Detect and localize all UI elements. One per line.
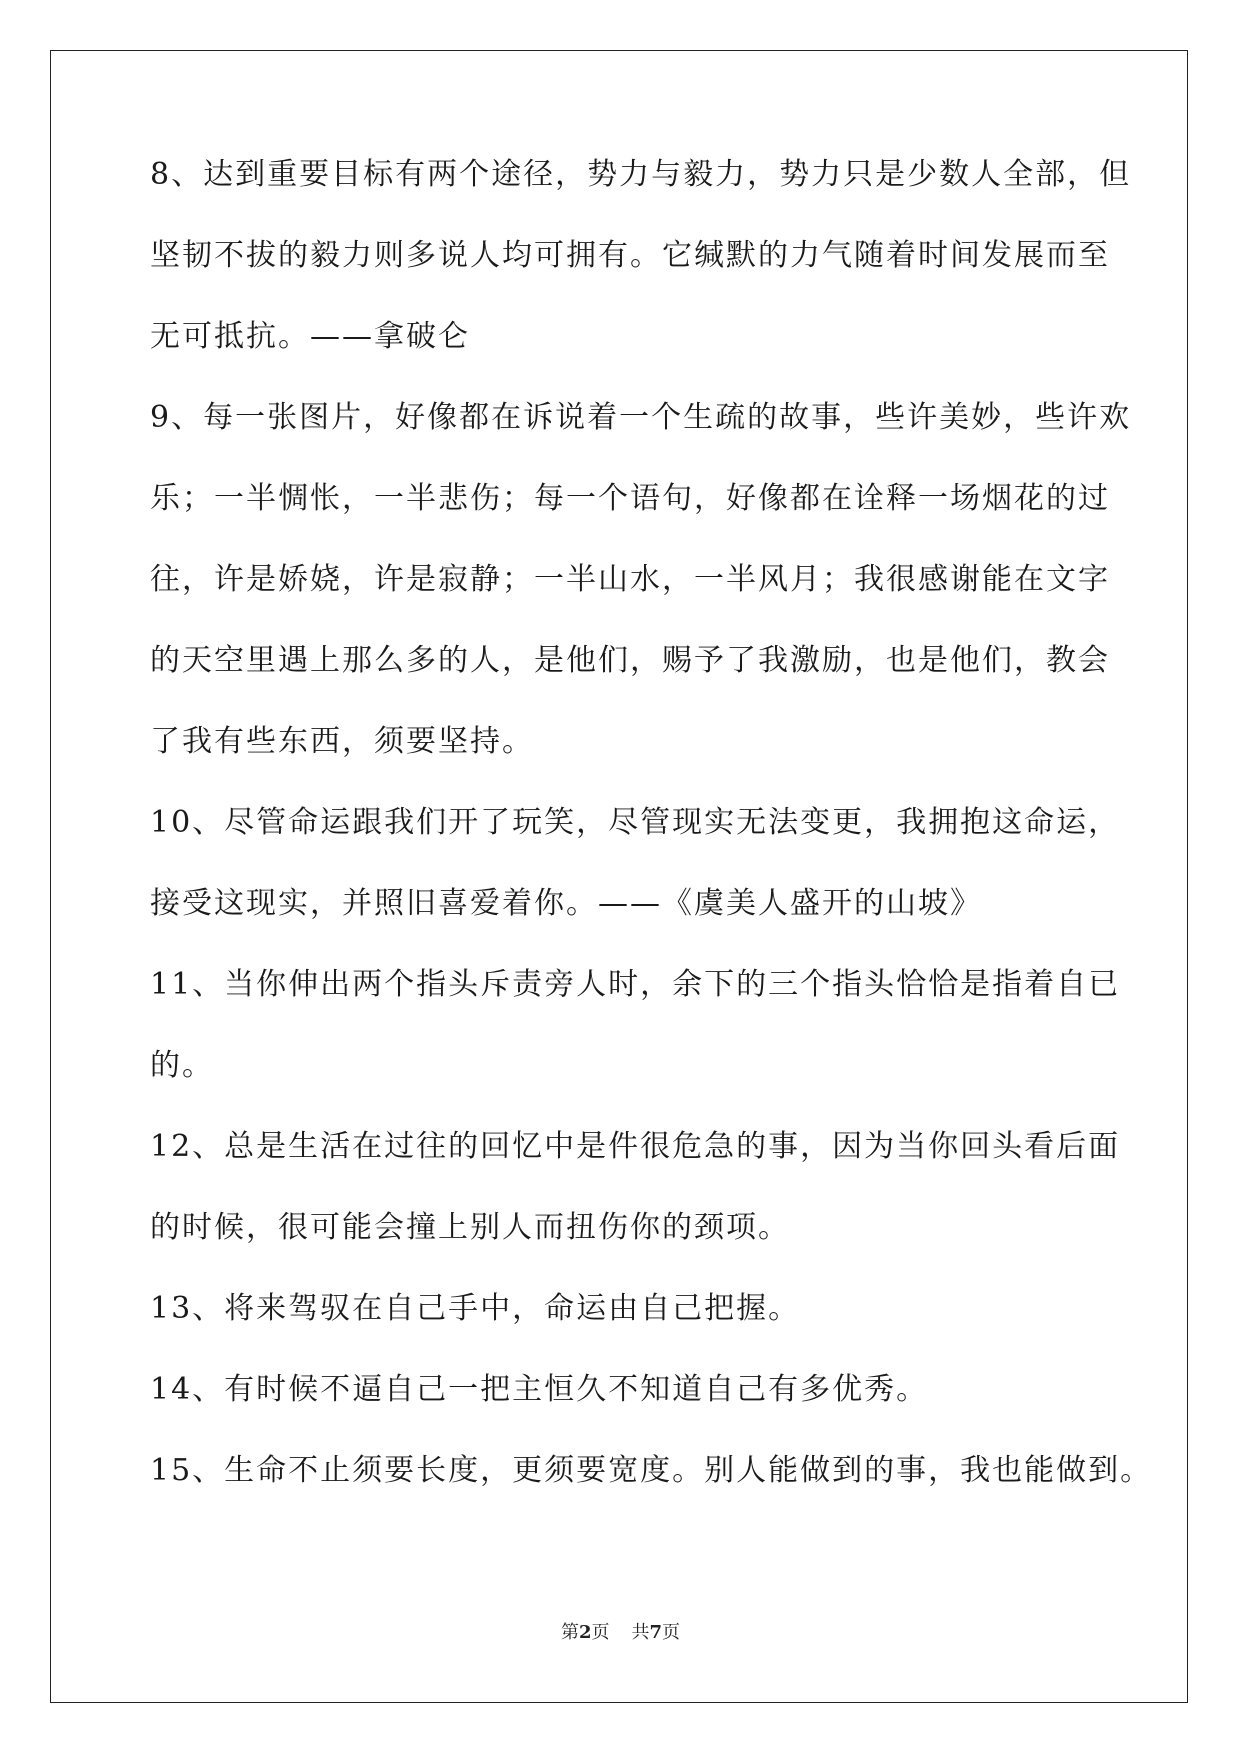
text-line: 了我有些东西，须要坚持。 [150, 724, 534, 759]
paragraph-11 [150, 967, 1121, 1130]
footer-page-number: 2 [578, 1622, 592, 1643]
paragraph-10 [150, 805, 1121, 968]
footer-total-pages: 7 [649, 1622, 663, 1643]
paragraph-13 [150, 1292, 1110, 1373]
text-line: 接受这现实，并照旧喜爱着你。——《虞美人盛开的山坡》 [150, 886, 982, 921]
text-line: 14、有时候不逼自己一把主恒久不知道自己有多优秀。 [150, 1372, 929, 1407]
paragraph-9 [150, 400, 1132, 806]
footer-page-suffix: 页 [591, 1622, 610, 1643]
paragraph-14 [150, 1373, 1110, 1454]
text-line: 的。 [150, 1048, 214, 1083]
text-line: 往，许是娇娆，许是寂静；一半山水，一半风月；我很感谢能在文字 [150, 562, 1110, 597]
text-line: 13、将来驾驭在自己手中，命运由自己把握。 [150, 1291, 801, 1326]
paragraph-12 [150, 1129, 1121, 1292]
footer-page-prefix: 第 [560, 1622, 579, 1643]
text-line: 坚韧不拔的毅力则多说人均可拥有。它缄默的力气随着时间发展而至 [150, 238, 1110, 273]
footer-total-prefix: 共 [631, 1622, 650, 1643]
text-line: 的天空里遇上那么多的人，是他们，赐予了我激励，也是他们，教会 [150, 643, 1110, 678]
text-line: 10、尽管命运跟我们开了玩笑，尽管现实无法变更，我拥抱这命运， [150, 805, 1121, 840]
text-line: 15、生命不止须要长度，更须要宽度。别人能做到的事，我也能做到。 [150, 1453, 1153, 1488]
footer-total-suffix: 页 [662, 1622, 681, 1643]
page-footer [0, 1618, 1241, 1644]
text-line: 12、总是生活在过往的回忆中是件很危急的事，因为当你回头看后面 [150, 1129, 1121, 1164]
text-line: 9、每一张图片，好像都在诉说着一个生疏的故事，些许美妙，些许欢 [150, 400, 1132, 435]
text-line: 8、达到重要目标有两个途径，势力与毅力，势力只是少数人全部，但 [150, 157, 1132, 192]
text-line: 的时候，很可能会撞上别人而扭伤你的颈项。 [150, 1210, 790, 1245]
text-line: 11、当你伸出两个指头斥责旁人时，余下的三个指头恰恰是指着自已 [150, 967, 1121, 1002]
text-line: 乐；一半惆怅，一半悲伤；每一个语句，好像都在诠释一场烟花的过 [150, 481, 1110, 516]
paragraph-8 [150, 157, 1132, 401]
paragraph-15 [150, 1453, 1153, 1535]
document-body [150, 157, 1153, 1535]
text-line: 无可抵抗。——拿破仑 [150, 319, 470, 354]
